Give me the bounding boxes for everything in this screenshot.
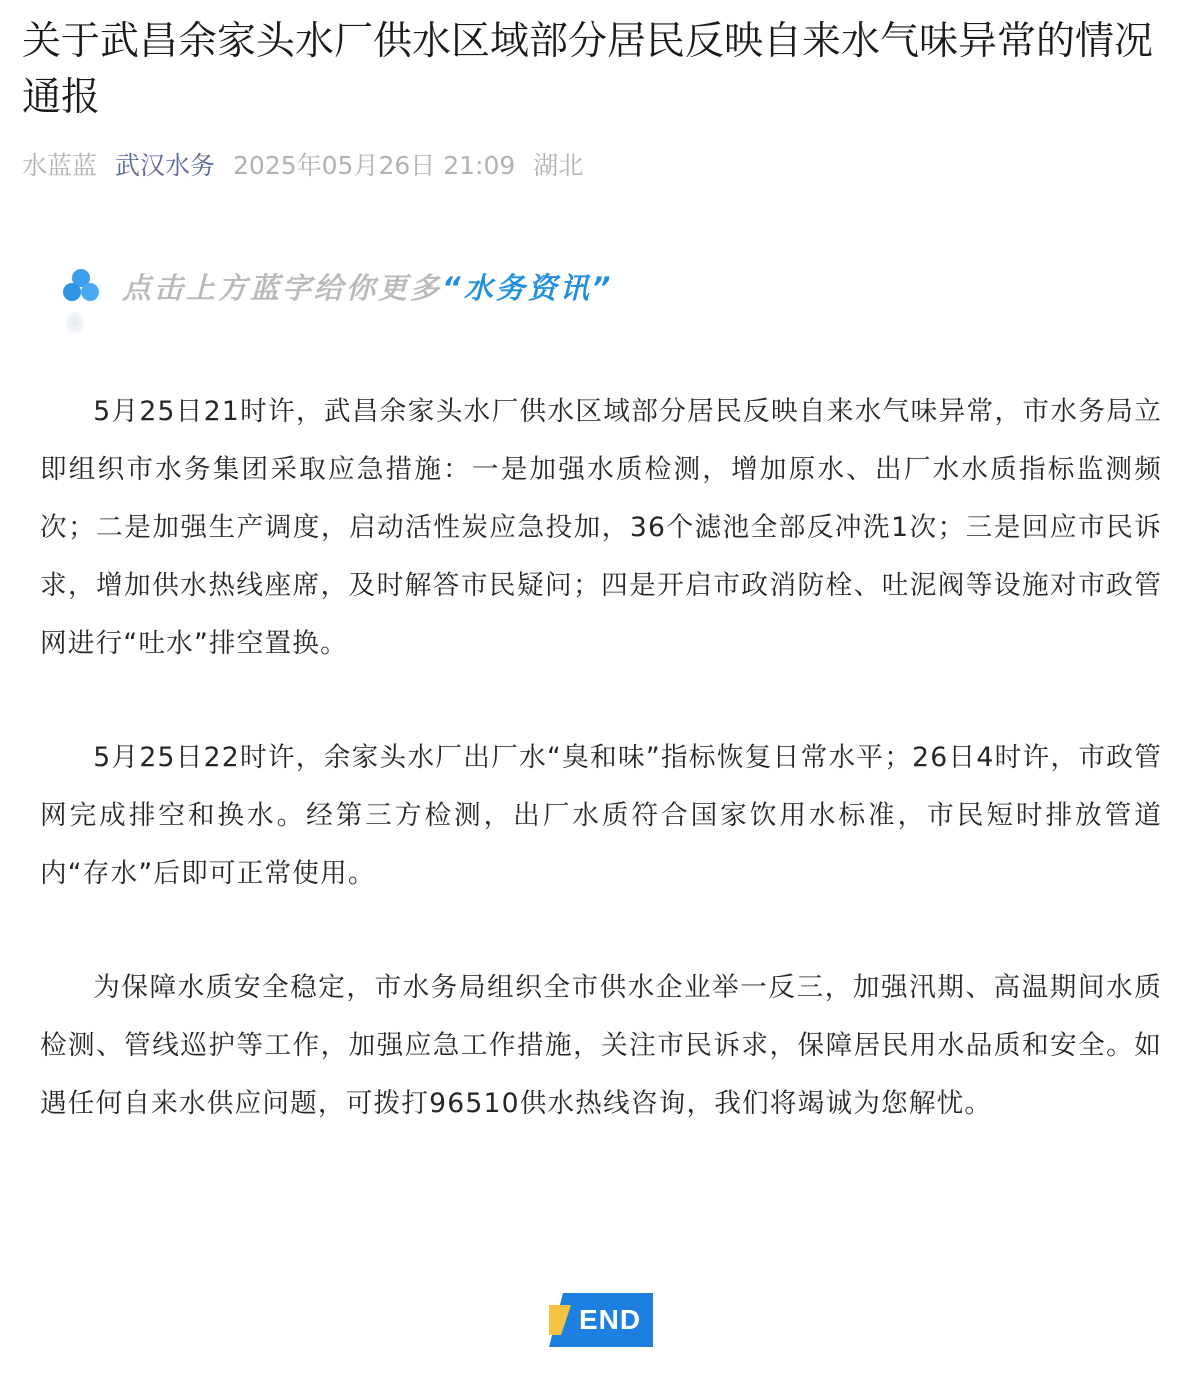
article-body xyxy=(40,383,1162,1189)
water-drops-icon xyxy=(62,267,100,305)
end-badge xyxy=(549,1293,653,1347)
publish-datetime: 2025年05月26日 21:09 xyxy=(233,151,516,180)
promo-highlight: “水务资讯” xyxy=(442,270,614,305)
article-paragraph: 5月25日21时许，武昌余家头水厂供水区域部分居民反映自来水气味异常，市水务局立即组织市水务集团采取应急措施：一是加强水质检测，增加原水、出厂水水质指标监测频次；二是加强生产调度，启动活性炭应急投加，36个滤池全部反冲洗1次；三是回应市民诉求，增加供水热线座席，及时解答市民疑问；四是开启市政消防栓、吐泥阀等设施对市政管网进行“吐水”排空置换。 xyxy=(40,396,1162,659)
article-paragraph: 5月25日22时许，余家头水厂出厂水“臭和味”指标恢复日常水平；26日4时许，市政管网完成排空和换水。经第三方检测，出厂水质符合国家饮用水标准，市民短时排放管道内“存水”后即可正常使用。 xyxy=(40,742,1162,889)
promo-text xyxy=(122,266,613,307)
follow-promo-banner xyxy=(62,258,613,314)
end-label: END xyxy=(579,1304,642,1335)
article-meta xyxy=(22,144,601,184)
publish-location: 湖北 xyxy=(533,151,584,180)
author-name: 水蓝蓝 xyxy=(22,151,98,180)
promo-prefix: 点击上方蓝字给你更多 xyxy=(122,270,443,305)
article-paragraph: 为保障水质安全稳定，市水务局组织全市供水企业举一反三，加强汛期、高温期间水质检测、管线巡护等工作，加强应急工作措施，关注市民诉求，保障居民用水品质和安全。如遇任何自来水供应问题，可拨打96510供水热线咨询，我们将竭诚为您解忧。 xyxy=(40,972,1162,1119)
promo-icon-shadow xyxy=(66,312,84,334)
article-title: 关于武昌余家头水厂供水区域部分居民反映自来水气味异常的情况通报 xyxy=(22,19,1154,120)
account-link[interactable]: 武汉水务 xyxy=(115,151,216,180)
